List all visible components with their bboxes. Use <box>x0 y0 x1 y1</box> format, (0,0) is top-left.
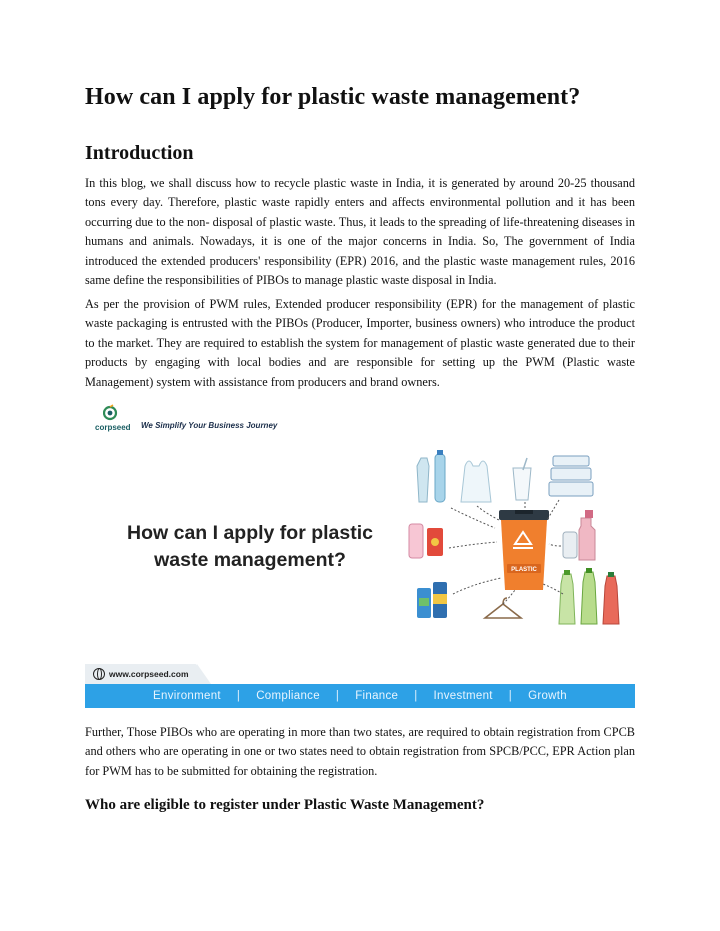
nav-separator: | <box>335 690 340 702</box>
soda-bottles-icon <box>559 568 619 624</box>
nav-environment: Environment <box>153 690 221 702</box>
hanger-icon <box>485 598 521 618</box>
banner-title-line2: waste management? <box>154 549 346 571</box>
plastic-waste-illustration <box>403 448 635 636</box>
banner-title-line1: How can I apply for plastic <box>127 522 373 544</box>
brand-name: corpseed <box>95 423 131 432</box>
recycling-bin-icon <box>499 510 549 590</box>
spray-bottles-icon <box>563 510 595 560</box>
banner-nav-bar <box>85 684 635 708</box>
page-title: How can I apply for plastic waste management? <box>85 84 581 110</box>
cans-icon <box>417 582 447 618</box>
plastic-bag-icon <box>461 461 491 502</box>
brand-header <box>95 402 277 432</box>
plastic-cup-icon <box>513 458 531 500</box>
nav-growth: Growth <box>528 690 567 702</box>
intro-paragraph: In this blog, we shall discuss how to recycle plastic waste in India, it is generated by around 20-25 thousand tons every day. Therefore, plastic waste rapidly enters and affects environmental pollution and it has been occurring due to the non- disposal of plastic waste. Thus, it leads to the spreading of life-threatening diseases in humans and animals. Nowadays, it is one of the major concerns in India. So, The government of India introduced the extended producers' responsibility (EPR) 2016, and the plastic waste management rules, 2016 same define the responsibilities of PIBOs to manage plastic waste disposal in India. <box>85 176 635 288</box>
nav-finance: Finance <box>355 690 399 702</box>
plastic-jars-icon <box>409 524 443 558</box>
banner-title <box>105 520 395 574</box>
plastic-containers-icon <box>549 456 593 496</box>
nav-separator: | <box>236 690 241 702</box>
registration-paragraph: Further, Those PIBOs who are operating in more than two states, are required to obtain registration from CPCB and others who are operating in one or two states need to obtain registration from SPCB/PCC, EPR Action plan for PWM has to be submitted for obtaining the registration. <box>85 725 635 778</box>
epr-paragraph: As per the provision of PWM rules, Extended producer responsibility (EPR) for the management of plastic waste packaging is entrusted with the PIBOs (Producer, Importer, business owners) who introduce the product to the market. They are required to establish the system for management of plastic waste generated due to their products by engaging with local bodies and are responsible for setting up the PWM (Plastic waste Management) system with assistance from producers and brand owners. <box>85 297 635 389</box>
nav-separator: | <box>508 690 513 702</box>
nav-investment: Investment <box>433 690 493 702</box>
eligibility-heading: Who are eligible to register under Plastic Waste Management? <box>85 797 485 813</box>
intro-heading: Introduction <box>85 142 194 164</box>
plastic-bottles-icon <box>417 450 445 502</box>
nav-compliance: Compliance <box>256 690 320 702</box>
website-url: www.corpseed.com <box>109 669 189 679</box>
corpseed-logo-icon <box>95 404 131 432</box>
website-tab <box>85 664 197 684</box>
nav-separator: | <box>414 690 418 702</box>
blog-banner-image <box>85 396 635 708</box>
globe-icon <box>93 668 105 680</box>
bin-label: PLASTIC <box>511 567 537 573</box>
brand-tagline: We Simplify Your Business Journey <box>141 421 278 430</box>
